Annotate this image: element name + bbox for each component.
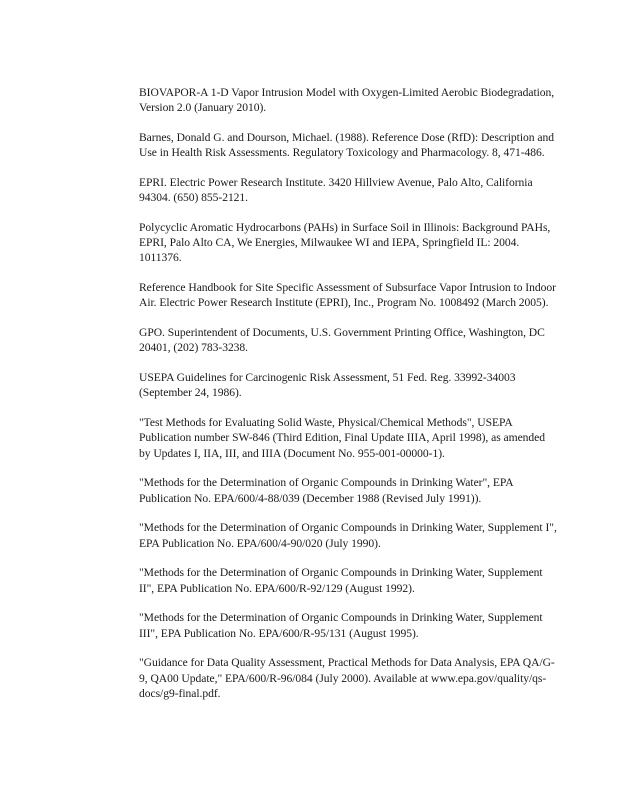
reference-entry: GPO. Superintendent of Documents, U.S. Government Printing Office, Washington, DC 20401, (202) 783-3238. [139,326,545,355]
reference-entry: Barnes, Donald G. and Dourson, Michael. (1988). Reference Dose (RfD): Description and Use in Health Risk Assessments. Regulatory Toxicology and Pharmacology. 8, 471-486. [139,131,554,160]
reference-entry: "Methods for the Determination of Organic Compounds in Drinking Water, Supplement II", EPA Publication No. EPA/600/R-92/129 (August 1992). [139,566,543,595]
reference-entry: "Methods for the Determination of Organic Compounds in Drinking Water", EPA Publication No. EPA/600/4-88/039 (December 1988 (Revised July 1991)). [139,476,513,505]
reference-entry: USEPA Guidelines for Carcinogenic Risk Assessment, 51 Fed. Reg. 33992-34003 (September 24, 1986). [139,371,516,400]
reference-entry: Reference Handbook for Site Specific Assessment of Subsurface Vapor Intrusion to Indoor Air. Electric Power Research Institute (EPRI), Inc., Program No. 1008492 (March 2005). [139,281,556,310]
reference-entry: Polycyclic Aromatic Hydrocarbons (PAHs) in Surface Soil in Illinois: Background PAHs, EPRI, Palo Alto CA, We Energies, Milwaukee WI and IEPA, Springfield IL: 2004. 1011376. [139,221,551,265]
reference-list [139,85,559,716]
reference-entry: BIOVAPOR-A 1-D Vapor Intrusion Model with Oxygen-Limited Aerobic Biodegradation, Version 2.0 (January 2010). [139,86,555,115]
reference-entry: EPRI. Electric Power Research Institute. 3420 Hillview Avenue, Palo Alto, California 94304. (650) 855-2121. [139,176,533,205]
reference-entry: "Methods for the Determination of Organic Compounds in Drinking Water, Supplement III", EPA Publication No. EPA/600/R-95/131 (August 1995). [139,611,543,640]
reference-entry: "Test Methods for Evaluating Solid Waste, Physical/Chemical Methods", USEPA Publication number SW-846 (Third Edition, Final Update IIIA, April 1998), as amended by Updates I, IIA, III, and IIIA (Document No. 955-001-00000-1). [139,416,546,460]
reference-entry: "Guidance for Data Quality Assessment, Practical Methods for Data Analysis, EPA QA/G-9, QA00 Update," EPA/600/R-96/084 (July 2000). Available at www.epa.gov/quality/qs-docs/g9-final.pdf. [139,656,555,700]
reference-entry: "Methods for the Determination of Organic Compounds in Drinking Water, Supplement I", EPA Publication No. EPA/600/4-90/020 (July 1990). [139,521,557,550]
